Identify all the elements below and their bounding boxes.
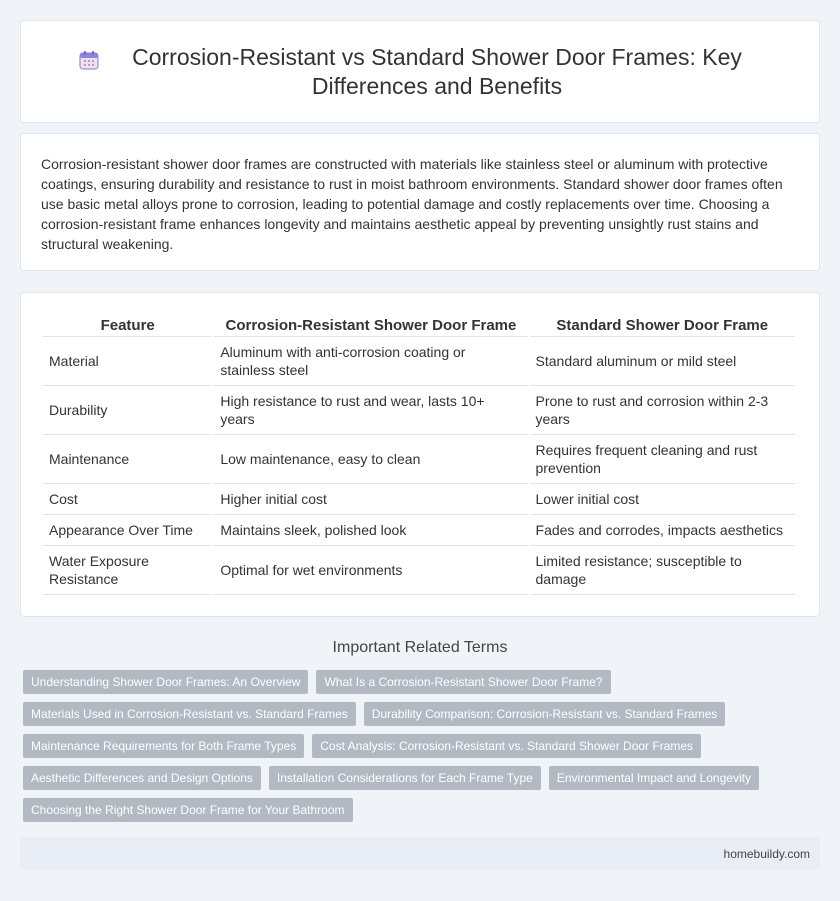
table-cell: Water Exposure Resistance xyxy=(43,546,212,595)
table-cell: Cost xyxy=(43,484,212,515)
comparison-table xyxy=(41,313,797,595)
table-cell: Appearance Over Time xyxy=(43,515,212,546)
related-term-tag[interactable]: Aesthetic Differences and Design Options xyxy=(23,766,261,790)
footer-site-link[interactable]: homebuildy.com xyxy=(723,846,810,861)
page-title: Corrosion-Resistant vs Standard Shower Door Frames: Key Differences and Benefits xyxy=(132,43,742,99)
table-row xyxy=(43,484,795,515)
intro-paragraph: Corrosion-resistant shower door frames are constructed with materials like stainless steel or aluminum with protective coatings, ensuring durability and resistance to rust in moist bathroom environments. Standard shower door frames often use basic metal alloys prone to corrosion, leading to potential damage and costly replacements over time. Choosing a corrosion-resistant frame enhances longevity and maintains aesthetic appeal by preventing unsightly rust stains and structural weakening. xyxy=(41,156,783,252)
table-cell: Maintenance xyxy=(43,435,212,484)
header-feature: Feature xyxy=(43,313,212,337)
related-terms-heading: Important Related Terms xyxy=(332,639,508,656)
table-cell: Material xyxy=(43,337,212,386)
table-row xyxy=(43,435,795,484)
calendar-icon xyxy=(78,49,100,71)
related-term-tag[interactable]: Choosing the Right Shower Door Frame for Your Bathroom xyxy=(23,798,353,822)
title-wrap xyxy=(78,43,762,101)
table-cell: Prone to rust and corrosion within 2-3 years xyxy=(530,386,795,435)
table-cell: Higher initial cost xyxy=(214,484,527,515)
related-term-tag[interactable]: Understanding Shower Door Frames: An Overview xyxy=(23,670,308,694)
footer xyxy=(20,837,820,870)
table-cell: Aluminum with anti-corrosion coating or stainless steel xyxy=(214,337,527,386)
related-term-tag[interactable]: Installation Considerations for Each Frame Type xyxy=(269,766,541,790)
related-term-tag[interactable]: Maintenance Requirements for Both Frame Types xyxy=(23,734,304,758)
related-term-tag[interactable]: Cost Analysis: Corrosion-Resistant vs. Standard Shower Door Frames xyxy=(312,734,701,758)
intro-card xyxy=(20,133,820,271)
header-standard: Standard Shower Door Frame xyxy=(530,313,795,337)
table-cell: Durability xyxy=(43,386,212,435)
table-row xyxy=(43,515,795,546)
table-cell: Low maintenance, easy to clean xyxy=(214,435,527,484)
table-cell: Fades and corrodes, impacts aesthetics xyxy=(530,515,795,546)
table-cell: Maintains sleek, polished look xyxy=(214,515,527,546)
table-cell: Requires frequent cleaning and rust prevention xyxy=(530,435,795,484)
table-cell: Lower initial cost xyxy=(530,484,795,515)
related-terms-list xyxy=(23,670,817,822)
related-term-tag[interactable]: What Is a Corrosion-Resistant Shower Door Frame? xyxy=(316,670,610,694)
header-corrosion-resistant: Corrosion-Resistant Shower Door Frame xyxy=(214,313,527,337)
table-cell: Optimal for wet environments xyxy=(214,546,527,595)
comparison-card xyxy=(20,292,820,617)
related-term-tag[interactable]: Materials Used in Corrosion-Resistant vs. Standard Frames xyxy=(23,702,356,726)
table-cell: Standard aluminum or mild steel xyxy=(530,337,795,386)
table-cell: Limited resistance; susceptible to damage xyxy=(530,546,795,595)
table-header-row xyxy=(43,313,795,337)
table-cell: High resistance to rust and wear, lasts 10+ years xyxy=(214,386,527,435)
table-row xyxy=(43,337,795,386)
related-term-tag[interactable]: Durability Comparison: Corrosion-Resistant vs. Standard Frames xyxy=(364,702,725,726)
table-row xyxy=(43,546,795,595)
title-card xyxy=(20,20,820,123)
related-term-tag[interactable]: Environmental Impact and Longevity xyxy=(549,766,759,790)
table-row xyxy=(43,386,795,435)
